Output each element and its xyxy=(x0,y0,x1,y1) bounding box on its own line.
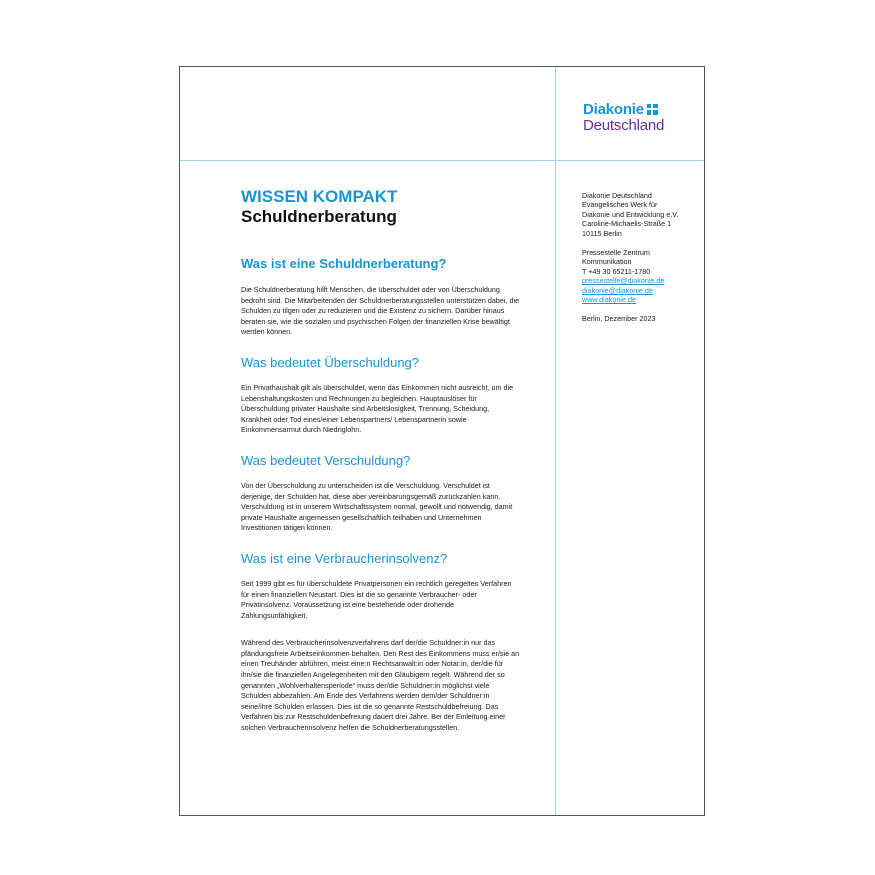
address-block xyxy=(582,191,702,238)
press-line: Pressestelle Zentrum xyxy=(582,248,650,258)
paragraph: Seit 1999 gibt es für überschuldete Privatpersonen ein rechtlich geregeltes Verfahren für einen finanziellen Neustart. Dies ist die so genannte Verbraucher- oder Privatinsolvenz. Voraussetzung ist eine bestehende oder drohende Zahlungsunfähigkeit. xyxy=(241,578,512,620)
section-heading: Was ist eine Verbraucherinsolvenz? xyxy=(241,550,448,566)
section-heading: Was bedeutet Verschuldung? xyxy=(241,452,411,468)
sidebar xyxy=(582,191,702,334)
diakonie-email-link[interactable]: diakonie@diakonie.de xyxy=(582,285,653,295)
column-divider xyxy=(555,67,556,815)
kicker: WISSEN KOMPAKT xyxy=(241,187,398,206)
paragraph: Ein Privathaushalt gilt als überschuldet, wenn das Einkommen nicht ausreicht, um die Lebenshaltungskosten und Rechnungen zu begleichen. Hauptauslöser für Überschuldung privater Haushalte sind Arbeitslosigkeit, Trennung, Scheidung, Krankheit oder Tod eines/einer Lebenspartners/ Lebenspartnerin sowie Einkommensarmut durch Niedriglohn. xyxy=(241,382,514,435)
section-heading: Was bedeutet Überschuldung? xyxy=(241,354,420,370)
address-line: Evangelisches Werk für xyxy=(582,200,658,210)
main-column xyxy=(241,187,521,751)
press-line: Kommunikation xyxy=(582,257,632,267)
document-page xyxy=(179,66,705,816)
address-line: 10115 Berlin xyxy=(582,228,622,238)
paragraph: Die Schuldnerberatung hilft Menschen, die überschuldet oder von Überschuldung bedroht sind. Die Mitarbeitenden der Schuldnerberatungsstellen unterstützen dabei, die Schulden zu tilgen oder zu reduzieren und die Existenz zu sichern. Darüber hinaus beraten sie, wie die sozialen und psychischen Folgen der finanziellen Krise bewältigt werden können. xyxy=(241,285,520,337)
logo-line1: Diakonie xyxy=(583,101,644,118)
press-email-link[interactable]: pressestelle@diakonie.de xyxy=(582,276,665,286)
logo-line2: Deutschland xyxy=(583,117,665,134)
date-line: Berlin, Dezember 2023 xyxy=(582,314,656,324)
section-heading: Was ist eine Schuldnerberatung? xyxy=(241,256,447,271)
header-divider xyxy=(180,160,704,161)
address-line: Caroline-Michaelis-Straße 1 xyxy=(582,219,672,229)
address-line: Diakonie und Entwicklung e.V. xyxy=(582,209,679,219)
paragraph: Von der Überschuldung zu unterscheiden ist die Verschuldung. Verschuldet ist derjenige, der Schulden hat, diese aber vereinbarungsgemäß zurückzahlen kann. Verschuldung ist in unserem Wirtschaftssystem normal, gewollt und notwendig, damit private Haushalte angemessen gesellschaftlich teilhaben und Unternehmen Investitionen tätigen können. xyxy=(241,480,513,533)
page-title: Schuldnerberatung xyxy=(241,207,397,226)
diakonie-logo xyxy=(583,102,664,133)
paragraph: Während des Verbraucherinsolvenzverfahrens darf der/die Schuldner:in nur das pfändungsfreie Arbeitseinkommen behalten. Den Rest des Einkommens muss er/sie an einen Treuhänder abführen, meist eine:n Rechtsanwalt:in oder Notar:in, der/die für ihn/sie die finanziellen Angelegenheiten mit den Gläubigern regelt. Während der so genannten „Wohlverhaltensperiode“ muss der/die Schuldner:in möglichst viele Schulden abbezahlen. Am Ende des Verfahrens werden dem/der Schuldner:in seine/ihre Schulden erlassen. Dies ist die so genannte Restschuldbefreiung. Das Verfahren bis zur Restschuldenbefreiung dauert drei Jahre. Bei der Einleitung einer solchen Verbraucherinsolvenz helfen die Schuldnerberatungsstellen. xyxy=(241,638,520,733)
press-block xyxy=(582,248,702,304)
website-link[interactable]: www.diakonie.de xyxy=(582,295,636,305)
cross-icon xyxy=(647,104,658,115)
phone-number: T +49 30 65211-1780 xyxy=(582,266,651,276)
address-line: Diakonie Deutschland xyxy=(582,191,652,200)
